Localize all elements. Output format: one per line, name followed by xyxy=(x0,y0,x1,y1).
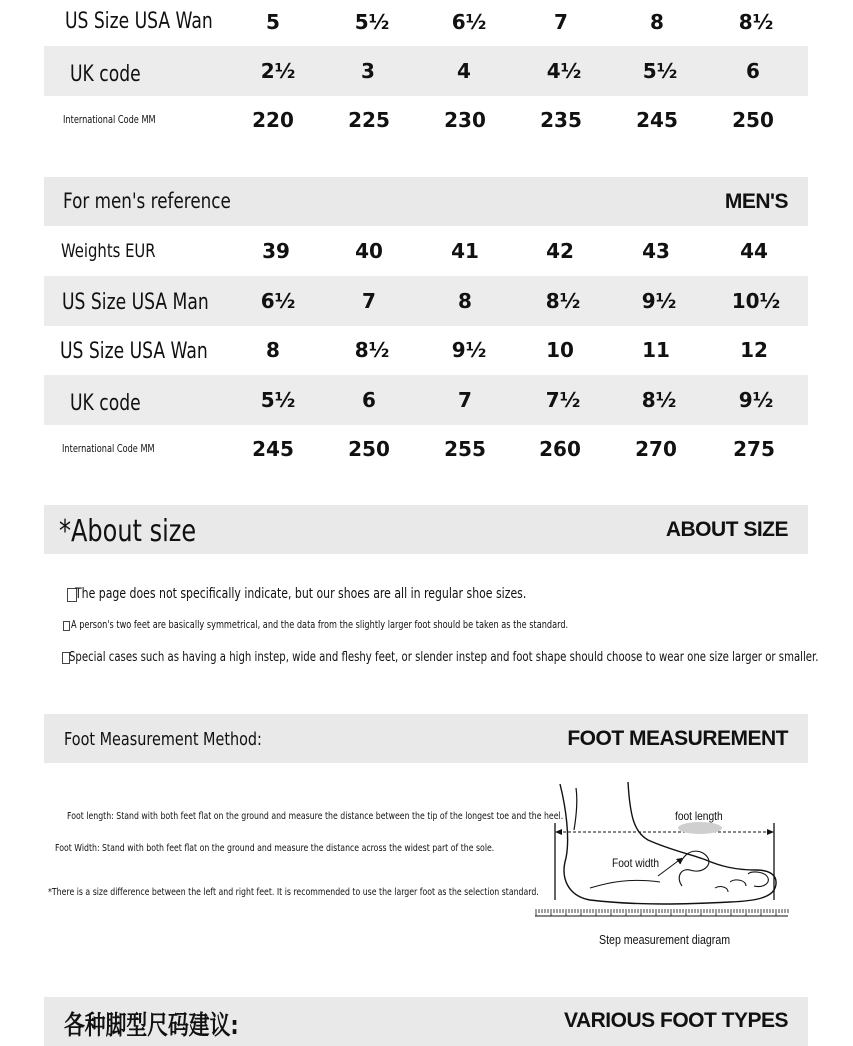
table-cell: 41 xyxy=(451,239,479,263)
row-label: Weights EUR xyxy=(61,240,156,262)
foot-outline-icon xyxy=(530,778,800,923)
note-text: A person's two feet are basically symmetrical, and the data from the slightly larger foot should be taken as the standard. xyxy=(71,619,569,631)
row-label: US Size USA Wan xyxy=(60,339,208,364)
table-cell: 12 xyxy=(740,338,768,362)
table-cell: 2½ xyxy=(260,59,296,83)
note-text: Foot Width: Stand with both feet flat on the ground and measure the distance across the widest part of the sole. xyxy=(55,843,495,854)
table-row xyxy=(44,276,808,326)
section-title: Foot Measurement Method: xyxy=(64,729,262,750)
table-cell: 5½ xyxy=(354,10,390,34)
table-row xyxy=(44,226,808,276)
section-title-right: ABOUT SIZE xyxy=(665,518,788,541)
foot-length-label: foot length xyxy=(675,809,723,823)
table-cell: 11 xyxy=(642,338,670,362)
table-cell: 43 xyxy=(642,239,670,263)
table-cell: 8½ xyxy=(545,289,581,313)
foot-measurement-header xyxy=(44,714,808,763)
table-cell: 6½ xyxy=(451,10,487,34)
section-title-right: MEN'S xyxy=(724,190,788,213)
table-cell: 10½ xyxy=(731,289,781,313)
table-row xyxy=(44,375,808,425)
table-cell: 8½ xyxy=(738,10,774,34)
note-text: Foot length: Stand with both feet flat on the ground and measure the distance between the tip of the longest toe and the heel. xyxy=(67,811,564,822)
diagram-caption: Step measurement diagram xyxy=(599,933,731,947)
row-label: International Code MM xyxy=(63,114,156,126)
table-cell: 270 xyxy=(635,437,677,461)
table-cell: 250 xyxy=(732,108,774,132)
men-section-header xyxy=(44,177,808,226)
table-cell: 6 xyxy=(362,388,376,412)
table-cell: 10 xyxy=(546,338,574,362)
foot-diagram xyxy=(530,778,800,958)
table-cell: 7 xyxy=(362,289,376,313)
table-cell: 39 xyxy=(262,239,290,263)
table-cell: 9½ xyxy=(738,388,774,412)
table-cell: 8 xyxy=(266,338,280,362)
table-cell: 7 xyxy=(554,10,568,34)
table-cell: 7½ xyxy=(545,388,581,412)
table-cell: 260 xyxy=(539,437,581,461)
table-cell: 245 xyxy=(636,108,678,132)
table-cell: 9½ xyxy=(451,338,487,362)
row-label: International Code MM xyxy=(62,443,155,455)
table-cell: 5 xyxy=(266,10,280,34)
table-cell: 6 xyxy=(746,59,760,83)
table-cell: 44 xyxy=(740,239,768,263)
table-cell: 8½ xyxy=(641,388,677,412)
section-title: *About size xyxy=(59,514,197,549)
table-cell: 230 xyxy=(444,108,486,132)
table-cell: 8 xyxy=(650,10,664,34)
table-cell: 225 xyxy=(348,108,390,132)
table-cell: 5½ xyxy=(260,388,296,412)
table-row xyxy=(44,95,808,145)
note-text: Special cases such as having a high instep, wide and fleshy feet, or slender instep and foot shape should choose to wear one size larger or smaller. xyxy=(69,650,819,665)
table-cell: 40 xyxy=(355,239,383,263)
section-title: For men's reference xyxy=(63,189,231,213)
table-cell: 9½ xyxy=(641,289,677,313)
row-label: UK code xyxy=(70,391,141,416)
row-label: US Size USA Man xyxy=(62,290,209,315)
table-cell: 7 xyxy=(458,388,472,412)
table-cell: 8½ xyxy=(354,338,390,362)
row-label: US Size USA Wan xyxy=(65,9,213,34)
foot-width-label: Foot width xyxy=(612,856,660,870)
table-cell: 235 xyxy=(540,108,582,132)
table-row xyxy=(44,424,808,474)
table-cell: 4 xyxy=(457,59,471,83)
various-foot-types-header xyxy=(44,997,808,1046)
note-text: The page does not specifically indicate, but our shoes are all in regular shoe sizes. xyxy=(75,586,527,602)
section-title-right: FOOT MEASUREMENT xyxy=(567,727,788,750)
table-cell: 275 xyxy=(733,437,775,461)
table-cell: 42 xyxy=(546,239,574,263)
table-row xyxy=(44,325,808,375)
table-row xyxy=(44,46,808,96)
bullet-icon xyxy=(63,621,70,631)
table-cell: 245 xyxy=(252,437,294,461)
table-cell: 4½ xyxy=(546,59,582,83)
table-cell: 3 xyxy=(361,59,375,83)
row-label: UK code xyxy=(70,62,141,87)
table-cell: 250 xyxy=(348,437,390,461)
note-text: *There is a size difference between the left and right feet. It is recommended to use the larger foot as the selection standard. xyxy=(48,887,539,898)
table-cell: 8 xyxy=(458,289,472,313)
section-title-right: VARIOUS FOOT TYPES xyxy=(564,1009,788,1032)
table-cell: 6½ xyxy=(260,289,296,313)
section-title: 各种脚型尺码建议: xyxy=(64,1011,239,1041)
table-cell: 255 xyxy=(444,437,486,461)
table-cell: 220 xyxy=(252,108,294,132)
table-row xyxy=(44,0,808,47)
about-size-header xyxy=(44,505,808,554)
table-cell: 5½ xyxy=(642,59,678,83)
